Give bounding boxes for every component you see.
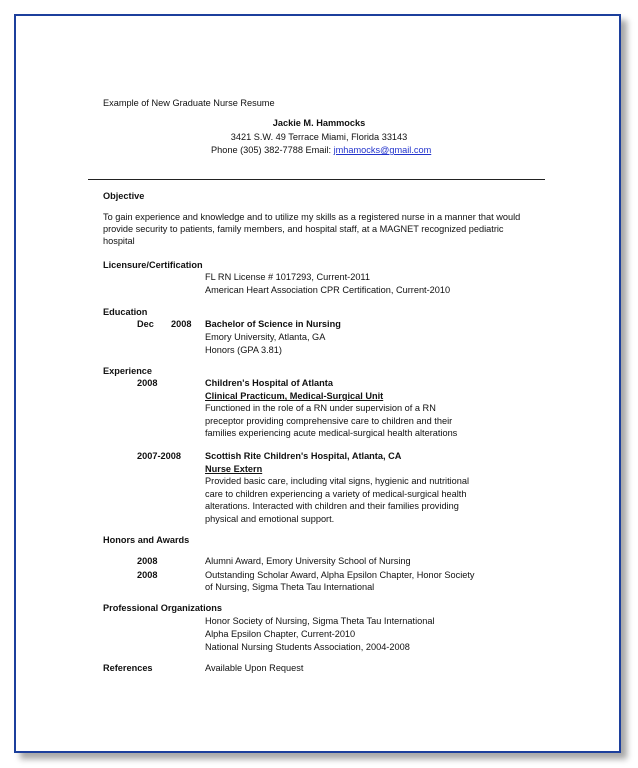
objective-line: hospital [103, 236, 135, 246]
job-description-line: care to children experiencing a variety of medical-surgical health [205, 489, 467, 499]
candidate-name: Jackie M. Hammocks [272, 118, 366, 128]
job-title: Nurse Extern [205, 464, 263, 474]
award-year: 2008 [137, 570, 158, 580]
document-title: Example of New Graduate Nurse Resume [103, 98, 275, 108]
references-heading: References [103, 663, 153, 673]
education-school: Emory University, Atlanta, GA [205, 332, 326, 342]
references-text: Available Upon Request [205, 663, 304, 673]
education-degree: Bachelor of Science in Nursing [205, 319, 341, 329]
email-link[interactable]: jmhamocks@gmail.com [333, 145, 432, 155]
objective-line: provide security to patients, family members, and hospital staff, at a MAGNET recognized pediatric [103, 224, 504, 234]
job-employer: Scottish Rite Children's Hospital, Atlanta, CA [205, 451, 402, 461]
licensure-item: FL RN License # 1017293, Current-2011 [205, 272, 370, 282]
award-line: Outstanding Scholar Award, Alpha Epsilon Chapter, Honor Society [205, 570, 475, 580]
job-description-line: preceptor providing comprehensive care to children and their [205, 416, 453, 426]
education-month: Dec [137, 319, 154, 329]
objective-heading: Objective [103, 191, 145, 201]
licensure-heading: Licensure/Certification [103, 260, 203, 270]
job-description-line: Functioned in the role of a RN under supervision of a RN [205, 403, 436, 413]
organization-item: Honor Society of Nursing, Sigma Theta Tau International [205, 616, 435, 626]
award-year: 2008 [137, 556, 158, 566]
job-description-line: Provided basic care, including vital signs, hygienic and nutritional [205, 476, 470, 486]
job-description-line: alterations. Interacted with children and their families providing [205, 501, 459, 511]
education-year: 2008 [171, 319, 192, 329]
award-line: Alumni Award, Emory University School of Nursing [205, 556, 411, 566]
job-employer: Children's Hospital of Atlanta [205, 378, 333, 388]
header-divider [88, 179, 545, 180]
organization-item: Alpha Epsilon Chapter, Current-2010 [205, 629, 356, 639]
organization-item: National Nursing Students Association, 2004-2008 [205, 642, 410, 652]
phone-text: Phone (305) 382-7788 Email: [211, 145, 334, 155]
experience-heading: Experience [103, 366, 153, 376]
contact-line [211, 144, 431, 156]
organizations-heading: Professional Organizations [103, 603, 222, 613]
licensure-item: American Heart Association CPR Certification, Current-2010 [205, 285, 451, 295]
honors-heading: Honors and Awards [103, 535, 190, 545]
job-description-line: families experiencing acute medical-surgical health alterations [205, 428, 458, 438]
award-line: of Nursing, Sigma Theta Tau International [205, 582, 375, 592]
education-honors: Honors (GPA 3.81) [205, 345, 282, 355]
job-date: 2008 [137, 378, 158, 388]
job-title: Clinical Practicum, Medical-Surgical Unit [205, 391, 384, 401]
job-description-line: physical and emotional support. [205, 514, 335, 524]
objective-line: To gain experience and knowledge and to utilize my skills as a registered nurse in a manner that would [103, 212, 521, 222]
job-date: 2007-2008 [137, 451, 181, 461]
education-heading: Education [103, 307, 148, 317]
candidate-address: 3421 S.W. 49 Terrace Miami, Florida 33143 [230, 132, 408, 142]
